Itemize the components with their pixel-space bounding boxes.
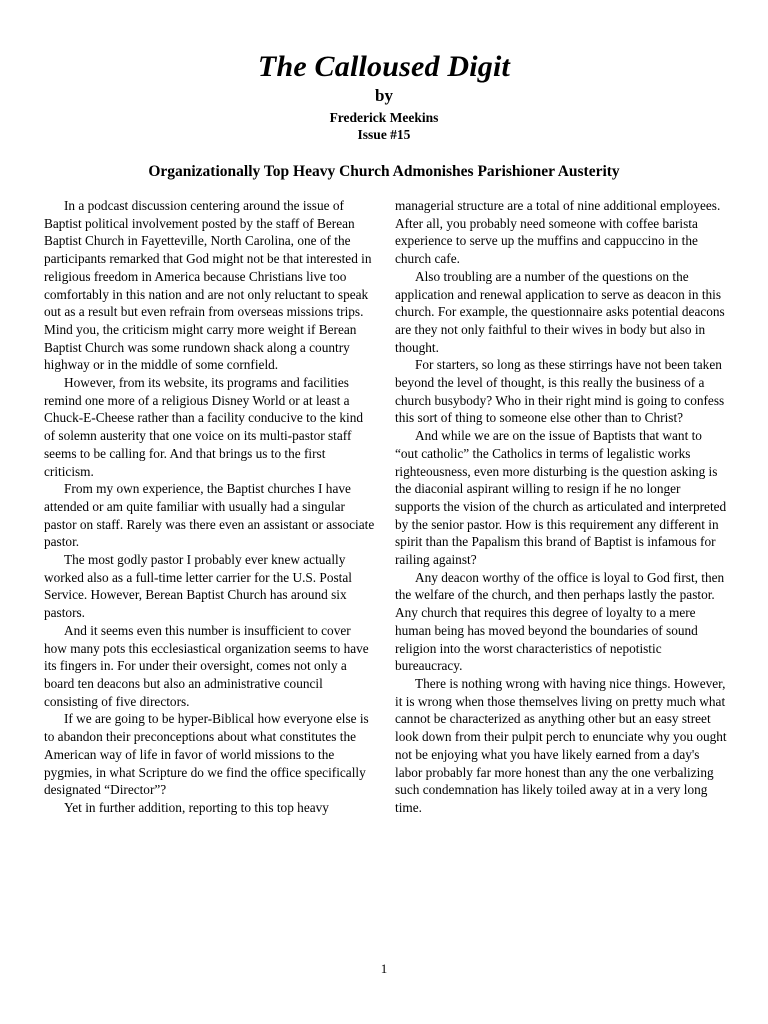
paragraph: If we are going to be hyper-Biblical how everyone else is to abandon their preconceptions about what constitutes the American way of life in favor of world missions to the pygmies, in what Scripture do we find the office specifically designated “Director”? — [44, 711, 369, 798]
paragraph: From my own experience, the Baptist churches I have attended or am quite familiar with usually had a singular pastor on staff. Rarely was there even an assistant or associate pastor. — [44, 481, 375, 550]
left-column — [44, 197, 376, 817]
paragraph: And it seems even this number is insufficient to cover how many pots this ecclesiastical organization seems to have its fingers in. For under their oversight, comes not only a board ten deacons but also an administrative council consisting of five directors. — [44, 622, 369, 709]
issue-number: Issue #15 — [357, 127, 411, 142]
paragraph: Also troubling are a number of the questions on the application and renewal application to serve as deacon in this church. For example, the questionnaire asks potential deacons are they not only faithful to their wives in body but also in thought. — [395, 268, 725, 355]
paragraph: Any deacon worthy of the office is loyal to God first, then the welfare of the church, and then perhaps lastly the pastor. Any church that requires this degree of loyalty to a mere human being has moved beyond the boundaries of sound religion into the worst characteristics of nepotistic bureaucracy. — [395, 569, 725, 674]
page-number: 1 — [380, 961, 388, 976]
paragraph: And while we are on the issue of Baptists that want to “out catholic” the Catholics in terms of legalistic works righteousness, even more disturbing is the question asking is the diaconial aspirant willing to resign if he no longer supports the vision of the church as articulated and interpreted by the senior pastor. How is this requirement any different in spirit than the Papalism this brand of Baptist is infamous for railing against? — [395, 428, 727, 568]
byline-word: by — [375, 86, 393, 105]
author-name: Frederick Meekins — [329, 110, 439, 125]
newsletter-title: The Calloused Digit — [257, 50, 511, 83]
paragraph: The most godly pastor I probably ever knew actually worked also as a full-time letter carrier for the U.S. Postal Service. However, Berean Baptist Church has around six pastors. — [44, 552, 352, 621]
paragraph: However, from its website, its programs and facilities remind one more of a religious Disney World or at least a Chuck-E-Cheese rather than a facility conducive to the kind of solemn austerity that one voice on its multi-pastor staff seems to be calling for. And that brings us to the first criticism. — [44, 375, 364, 479]
paragraph: Yet in further addition, reporting to this top heavy — [64, 799, 329, 815]
paragraph: In a podcast discussion centering around the issue of Baptist political involvement posted by the staff of Berean Baptist Church in Fayetteville, North Carolina, one of the participants remarked that God might not be that interested in religious freedom in America because Christians live too comfortably in this nation and are not only reluctant to speak out as a result but even refrain from overseas missions trips. Mind you, the criticism might carry more weight if Berean Baptist Church was some rundown shack along a country highway or in the middle of some cornfield. — [44, 198, 372, 373]
article-headline: Organizationally Top Heavy Church Admonishes Parishioner Austerity — [148, 163, 620, 180]
paragraph-continuation: managerial structure are a total of nine additional employees. After all, you probably need someone with coffee barista experience to serve up the muffins and cappuccino in the church cafe. — [395, 198, 721, 267]
paragraph: For starters, so long as these stirrings have not been taken beyond the level of thought, is this really the business of a church busybody? Who in their right mind is going to confess this sort of thing to someone else other than to Christ? — [395, 357, 725, 426]
paragraph: There is nothing wrong with having nice things. However, it is wrong when those themselves living on pretty much what cannot be characterized as anything other but an easy street look down from their pulpit perch to enunciate why you ought not be enjoying what you have likely earned from a day's labor probably far more honest than any the one verbalizing such condemnation has likely toiled away at in a very long time. — [395, 675, 727, 815]
right-column — [395, 197, 727, 817]
